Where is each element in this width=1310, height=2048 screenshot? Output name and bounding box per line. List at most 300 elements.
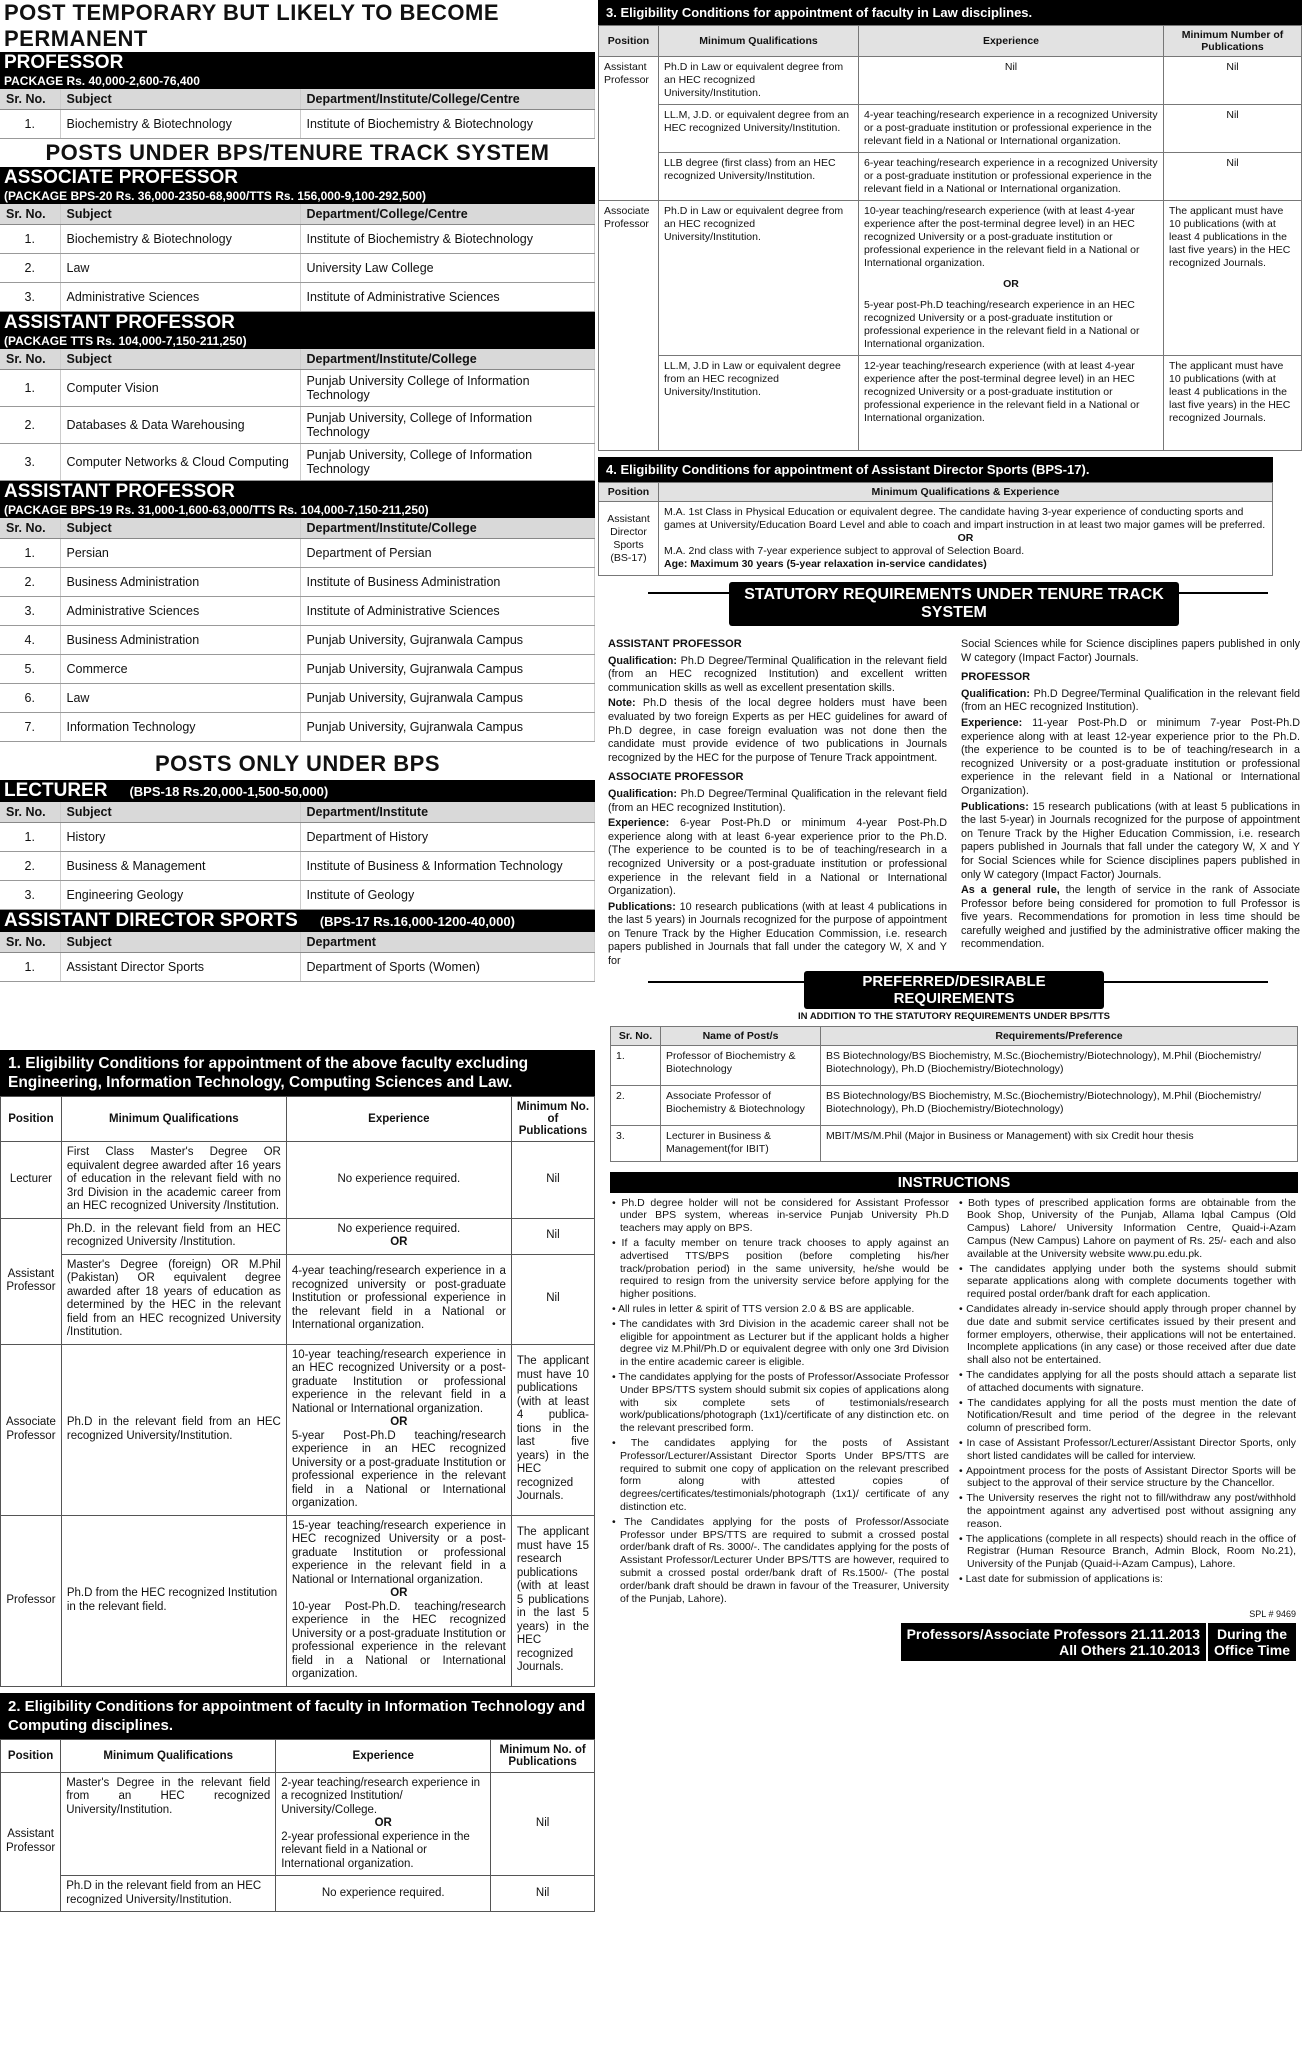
instruction-item: • Appointment process for the posts of Assistant Director Sports will be subject to the approval of their service structure by the Chancellor. bbox=[959, 1465, 1296, 1491]
table-row bbox=[611, 1125, 1298, 1161]
col-experience: Experience bbox=[859, 26, 1164, 57]
table-row bbox=[1, 1218, 595, 1254]
professor-header bbox=[0, 52, 595, 89]
col-subject: Subject bbox=[60, 89, 300, 110]
col-department: Department/Institute/College/Centre bbox=[300, 89, 595, 110]
spl-ref: SPL # 9469 bbox=[1249, 1609, 1296, 1620]
stat-general-rule bbox=[961, 884, 1300, 952]
ads-header bbox=[0, 910, 595, 932]
or-label: OR bbox=[957, 532, 974, 544]
cell bbox=[659, 502, 1273, 576]
instructions-title: INSTRUCTIONS bbox=[610, 1172, 1298, 1193]
cell: Administrative Sciences bbox=[60, 283, 300, 312]
col-srno: Sr. No. bbox=[0, 518, 60, 539]
table-row bbox=[1, 1142, 595, 1219]
assoc-table bbox=[0, 204, 595, 312]
cell: Institute of Geology bbox=[300, 881, 595, 910]
instruction-item: • The University reserves the right not to fill/withdraw any post/withhold the appointment against any advertised post without assigning any reason. bbox=[959, 1492, 1296, 1530]
table-row bbox=[599, 57, 1302, 105]
cell: 2. bbox=[0, 568, 60, 597]
table-row bbox=[1, 1254, 595, 1344]
cell: Nil bbox=[511, 1218, 594, 1254]
deadline-prof: Professors/Associate Professors 21.11.2013 bbox=[906, 1626, 1200, 1643]
cell: LLB degree (first class) from an HEC recognized University/Institution. bbox=[659, 153, 859, 201]
cell: The applicant must have 15 research publications (with at least 5 publications in the last 5 years) in the HEC recognized Journals. bbox=[511, 1515, 594, 1686]
cell: 1. bbox=[611, 1045, 661, 1085]
cell: MBIT/MS/M.Phil (Major in Business or Management) with six Credit hour thesis bbox=[821, 1125, 1298, 1161]
elig1-table bbox=[0, 1096, 595, 1687]
cell-text: 15-year teaching/research experience in HEC recognized University or a post-graduate Institution or professional experience in the relevant field in a National or International organization. bbox=[291, 1519, 506, 1586]
stat-prof-heading: PROFESSOR bbox=[961, 671, 1031, 684]
asst-bps-package: (PACKAGE BPS-19 Rs. 31,000-1,600-63,000/TTS Rs. 104,000-7,150-211,250) bbox=[4, 503, 429, 517]
asst-tts-title: ASSISTANT PROFESSOR bbox=[4, 312, 235, 333]
cell bbox=[286, 1515, 511, 1686]
lecturer-package: (BPS-18 Rs.20,000-1,500-50,000) bbox=[129, 784, 329, 799]
instruction-item: • If a faculty member on tenure track chooses to apply against an advertised TTS/BPS position (before completing his/her track/probation period) in the same university, he/she would be required to resign from the university service before applying for the higher positions. bbox=[612, 1237, 949, 1301]
instruction-item: • The candidates applying for all the posts must mention the date of Notification/Result and time period of the degree in the relevant column of prescribed form. bbox=[959, 1397, 1296, 1435]
cell: Nil bbox=[1164, 57, 1302, 105]
instruction-item: • The Candidates applying for the posts of Professor/Associate Professor under BPS/TTS are required to submit a crossed postal order/bank draft of Rs. 3000/-. The candidates applying for the posts of Assistant Professor/Lecturer Under BPS/TTS are however, required to submit a crossed postal order/bank draft of Rs.1500/- (The postal order/bank draft should be drawn in favour of the Treasurer, University of the Punjab, Lahore). bbox=[612, 1516, 949, 1606]
stat-header bbox=[598, 582, 1310, 626]
cell: Punjab University, Gujranwala Campus bbox=[300, 626, 595, 655]
cell bbox=[286, 1218, 511, 1254]
col-publications: Minimum No. of Publications bbox=[491, 1739, 595, 1772]
col-post: Name of Post/s bbox=[661, 1026, 821, 1045]
table-row bbox=[0, 370, 595, 407]
cell: BS Biotechnology/BS Biochemistry, M.Sc.(Biochemistry/Biotechnology), M.Phil (Biochemistry/ Biotechnology), Ph.D (Biochemistry/Biotechnology) bbox=[821, 1045, 1298, 1085]
table-row bbox=[599, 105, 1302, 153]
col-subject: Subject bbox=[60, 802, 300, 823]
text: Ph.D thesis of the local degree holders must have been evaluated by two foreign Experts as per HEC guidelines for award of Ph.D degree, in case foreign evaluation was not done then the candidate must provide evidence of two publications in Journals recognized by the HEC for the purpose of Tenure Track appointment. bbox=[608, 697, 947, 764]
asst-tts-table bbox=[0, 349, 595, 481]
cell: Associate Professor of Biochemistry & Biotechnology bbox=[661, 1085, 821, 1125]
table-row bbox=[0, 568, 595, 597]
cell: Biochemistry & Biotechnology bbox=[60, 225, 300, 254]
cell: 4-year teaching/research experience in a recognized University or a post-graduate institution or professional experience in the relevant field in a National or International organization. bbox=[859, 105, 1164, 153]
cell: Associate Professor bbox=[599, 201, 659, 451]
cell: Punjab University, Gujranwala Campus bbox=[300, 684, 595, 713]
cell: 7. bbox=[0, 713, 60, 742]
col-subject: Subject bbox=[60, 518, 300, 539]
elig2-table bbox=[0, 1739, 595, 1913]
cell bbox=[859, 201, 1164, 356]
text: 15 research publications (with at least 5 publications in the last 5-year) in Journals recognized for the purpose of appointment on Tenure Track by the Higher Education Commission, i.e. research papers published in Journals that fall under the category W, X and Y for Social Sciences while for Science disciplines papers published in only W category (Impact Factor) Journals. bbox=[961, 800, 1300, 881]
cell: Administrative Sciences bbox=[60, 597, 300, 626]
stat-col-left bbox=[608, 632, 947, 971]
or-label: OR bbox=[390, 1236, 408, 1248]
asst-bps-header bbox=[0, 481, 595, 518]
cell: Punjab University, Gujranwala Campus bbox=[300, 655, 595, 684]
cell: History bbox=[60, 823, 300, 852]
label: Qualification: bbox=[961, 687, 1030, 700]
table-row bbox=[0, 823, 595, 852]
cell: 3. bbox=[0, 881, 60, 910]
cell: 2. bbox=[0, 407, 60, 444]
instructions-body bbox=[598, 1197, 1310, 1608]
professor-title: PROFESSOR bbox=[4, 52, 124, 73]
label: Experience: bbox=[961, 716, 1023, 729]
cell: Nil bbox=[1164, 153, 1302, 201]
cell: LL.M, J.D. or equivalent degree from an HEC recognized University/Institution. bbox=[659, 105, 859, 153]
col-subject: Subject bbox=[60, 932, 300, 953]
table-row bbox=[0, 225, 595, 254]
col-department: Department/Institute/College bbox=[300, 518, 595, 539]
stat-ap-note bbox=[608, 697, 947, 765]
pref-title: PREFERRED/DESIRABLE REQUIREMENTS bbox=[804, 971, 1104, 1009]
lecturer-header bbox=[0, 780, 595, 802]
cell: Computer Vision bbox=[60, 370, 300, 407]
cell bbox=[276, 1772, 491, 1876]
instruction-item: • The applications (complete in all respects) should reach in the office of Registrar (Human Resource Branch, Admin Block, Room No.21), University of the Punjab (Quaid-i-Azam Campus), Lahore. bbox=[959, 1533, 1296, 1571]
text: 11-year Post-Ph.D or minimum 7-year Post-Ph.D experience along with at least 12-year experience prior to the Ph.D. (the experience to be counted is to be of teaching/research in a recognized University or a post-graduate institution or professional experience in the relevant field in a National or International Organization). bbox=[961, 716, 1301, 797]
instruction-item: • The candidates applying for the posts of Assistant Professor/Lecturer/Assistant Director Sports Under BPS/TTS are required to submit one copy of application on the relevant prescribed form along with attested copies of degrees/certificates/testimonials/photograph (1x1)/ certificate of any distinction etc. bbox=[612, 1437, 949, 1514]
col-department: Department/Institute bbox=[300, 802, 595, 823]
cell: Institute of Administrative Sciences bbox=[300, 283, 595, 312]
main-title: POST TEMPORARY BUT LIKELY TO BECOME PERMANENT bbox=[4, 0, 500, 51]
instruction-item: • The candidates applying under both the systems should submit separate applications along with complete documents together with required postal order/bank draft for each application. bbox=[959, 1263, 1296, 1301]
col-srno: Sr. No. bbox=[0, 89, 60, 110]
cell: Associate Professor bbox=[1, 1344, 62, 1515]
or-label: OR bbox=[1003, 278, 1019, 290]
instructions-left bbox=[612, 1197, 949, 1608]
cell: LL.M, J.D in Law or equivalent degree from an HEC recognized University/Institution. bbox=[659, 356, 859, 451]
cell-text: 5-year post-Ph.D teaching/research experience in an HEC recognized University or a post-graduate institution or professional experience in the relevant field in a National or International organization. bbox=[864, 299, 1140, 350]
col-publications: Minimum No. of Publications bbox=[511, 1097, 594, 1142]
asst-bps-table bbox=[0, 518, 595, 742]
cell: Master's Degree (foreign) OR M.Phil (Pakistan) OR equivalent degree awarded after 18 years of education as determined by the HEC in the relevant field from an HEC recognized University /Institution. bbox=[61, 1254, 286, 1344]
cell: Department of History bbox=[300, 823, 595, 852]
cell: Nil bbox=[491, 1876, 595, 1912]
cell: 12-year teaching/research experience (with at least 4-year experience after the post-terminal degree level) in an HEC recognized University or a post-graduate institution or professional experience in the relevant field in a National or International organization. bbox=[859, 356, 1164, 451]
cell-text: 2-year professional experience in the relevant field in a National or International organization. bbox=[281, 1830, 470, 1870]
label: Qualification: bbox=[608, 654, 677, 667]
table-row bbox=[0, 881, 595, 910]
cell: 2. bbox=[611, 1085, 661, 1125]
text: Ph.D Degree/Terminal Qualification in the relevant field (from an HEC recognized Institution) and excellent written communication skills as well as excellent presentation skills. bbox=[608, 654, 947, 694]
asst-bps-title: ASSISTANT PROFESSOR bbox=[4, 481, 235, 502]
instructions-right bbox=[959, 1197, 1296, 1608]
col-position: Position bbox=[1, 1097, 62, 1142]
cell: 6. bbox=[0, 684, 60, 713]
instruction-item: • The candidates applying for all the posts should attach a separate list of attached documents with signature. bbox=[959, 1369, 1296, 1395]
label: Publications: bbox=[961, 800, 1029, 813]
instruction-item: • Both types of prescribed application forms are obtainable from the Book Shop, University of the Punjab, Allama Iqbal Campus (Old Campus) Lahore/ University Information Centre, Quaid-i-Azam Campus (New Campus) Lahore on payment of Rs. 25/- each and also available at the University website www.pu.edu.pk. bbox=[959, 1197, 1296, 1261]
cell: Nil bbox=[491, 1772, 595, 1876]
deadline-time-1: During the bbox=[1217, 1626, 1287, 1643]
pref-header bbox=[598, 971, 1310, 1009]
label: Note: bbox=[608, 697, 636, 710]
stat-asp-exp bbox=[608, 817, 947, 899]
cell: Punjab University, College of Information Technology bbox=[300, 444, 595, 481]
stat-asp-qual bbox=[608, 788, 947, 815]
col-qualifications: Minimum Qualifications bbox=[659, 26, 859, 57]
cell: The applicant must have 10 publications (with at least 4 publica-tions in the last five years) in the HEC recognized Journals. bbox=[511, 1344, 594, 1515]
cell: Assistant Professor bbox=[599, 57, 659, 201]
cell: Institute of Biochemistry & Biotechnology bbox=[300, 225, 595, 254]
cell: 1. bbox=[0, 823, 60, 852]
cell: Assistant Professor bbox=[1, 1772, 61, 1912]
cell: 3. bbox=[0, 283, 60, 312]
cell: Assistant Professor bbox=[1, 1218, 62, 1344]
cell: Assistant Director Sports (BS-17) bbox=[599, 502, 659, 576]
col-position: Position bbox=[1, 1739, 61, 1772]
instruction-item: • In case of Assistant Professor/Lecturer/Assistant Director Sports, only short listed candidates will be called for interview. bbox=[959, 1437, 1296, 1463]
col-qualifications: Minimum Qualifications & Experience bbox=[659, 483, 1273, 502]
bps-title: POSTS UNDER BPS/TENURE TRACK SYSTEM bbox=[45, 140, 550, 165]
table-row bbox=[599, 502, 1273, 576]
cell: Databases & Data Warehousing bbox=[60, 407, 300, 444]
elig3-title: 3. Eligibility Conditions for appointment of faculty in Law disciplines. bbox=[598, 0, 1302, 25]
left-column bbox=[0, 0, 595, 982]
table-row bbox=[0, 110, 595, 139]
stat-title: STATUTORY REQUIREMENTS UNDER TENURE TRACK SYSTEM bbox=[729, 582, 1179, 626]
col-department: Department/Institute/College bbox=[300, 349, 595, 370]
cell: Institute of Biochemistry & Biotechnology bbox=[300, 110, 595, 139]
table-row bbox=[611, 1085, 1298, 1125]
cell: Professor bbox=[1, 1515, 62, 1686]
cell: 6-year teaching/research experience in a recognized University or a post-graduate institution or professional experience in the relevant field in a National or International organization. bbox=[859, 153, 1164, 201]
col-requirements: Requirements/Preference bbox=[821, 1026, 1298, 1045]
cell: Nil bbox=[511, 1254, 594, 1344]
cell: Master's Degree in the relevant field from an HEC recognized University/Institution. bbox=[61, 1772, 276, 1876]
cell-text: 10-year teaching/research experience in an HEC recognized University or a post-graduate Institution or professional experience in the relevant field in a National or International organization. bbox=[291, 1348, 506, 1415]
table-row bbox=[0, 626, 595, 655]
ads-package: (BPS-17 Rs.16,000-1200-40,000) bbox=[319, 914, 515, 929]
cell-text: M.A. 1st Class in Physical Education or equivalent degree. The candidate having 3-year experience of conducting sports and games at University/Education Board Level and able to coach and impart instruction in at least two major games will be preferred. bbox=[664, 506, 1266, 531]
asst-tts-package: (PACKAGE TTS Rs. 104,000-7,150-211,250) bbox=[4, 334, 247, 348]
table-row bbox=[0, 655, 595, 684]
col-publications: Minimum Number of Publications bbox=[1164, 26, 1302, 57]
elig4-table bbox=[598, 482, 1273, 576]
professor-package: PACKAGE Rs. 40,000-2,600-76,400 bbox=[4, 74, 200, 88]
col-srno: Sr. No. bbox=[611, 1026, 661, 1045]
text: the length of service in the rank of Associate Professor before being considered for promotion to full Professor is five years. Recommendations for promotion in less time should be carefully weighed and justified by the administrative officer making the recommendation. bbox=[961, 884, 1301, 951]
cell: 3. bbox=[0, 597, 60, 626]
table-row bbox=[0, 254, 595, 283]
cell: Institute of Administrative Sciences bbox=[300, 597, 595, 626]
deadline-time-2: Office Time bbox=[1214, 1642, 1290, 1659]
col-position: Position bbox=[599, 483, 659, 502]
label: Experience: bbox=[608, 817, 670, 830]
table-row bbox=[1, 1876, 595, 1912]
table-row bbox=[0, 713, 595, 742]
table-row bbox=[599, 356, 1302, 451]
cell: Department of Sports (Women) bbox=[300, 953, 595, 982]
stat-asp-pub bbox=[608, 901, 947, 969]
table-row bbox=[0, 597, 595, 626]
cell: 2. bbox=[0, 254, 60, 283]
lecturer-table bbox=[0, 802, 595, 910]
stat-prof-qual bbox=[961, 688, 1300, 715]
cell: Ph.D. in the relevant field from an HEC recognized University /Institution. bbox=[61, 1218, 286, 1254]
or-label: OR bbox=[390, 1416, 408, 1428]
cell: Institute of Business & Information Technology bbox=[300, 852, 595, 881]
pref-wrap bbox=[598, 1026, 1310, 1162]
cell bbox=[286, 1344, 511, 1515]
pref-table bbox=[610, 1026, 1298, 1162]
elig3-table bbox=[598, 25, 1302, 451]
lecturer-title: LECTURER bbox=[4, 780, 108, 801]
col-experience: Experience bbox=[286, 1097, 511, 1142]
cell: Ph.D in the relevant field from an HEC recognized University/Institution. bbox=[61, 1876, 276, 1912]
cell: Ph.D from the HEC recognized Institution in the relevant field. bbox=[61, 1515, 286, 1686]
instruction-item: • The candidates applying for the posts of Professor/Associate Professor Under BPS/TTS system should submit six copies of applications along with six complete sets of testimonials/research work/publications/photograph (1x1)/certificate of any distinction etc. on the relevant prescribed form. bbox=[612, 1371, 949, 1435]
asst-tts-header bbox=[0, 312, 595, 349]
cell: Nil bbox=[1164, 105, 1302, 153]
col-subject: Subject bbox=[60, 204, 300, 225]
stat-ap-qual bbox=[608, 655, 947, 696]
cell: Department of Persian bbox=[300, 539, 595, 568]
cell-text: 2-year teaching/research experience in a recognized Institution/ University/College. bbox=[281, 1776, 481, 1816]
cell: Commerce bbox=[60, 655, 300, 684]
cell-text: 5-year Post-Ph.D teaching/research experience in an HEC recognized University or a post-graduate Institution or professional experience in the relevant field in a National or International organization. bbox=[291, 1429, 506, 1509]
cell: BS Biotechnology/BS Biochemistry, M.Sc.(Biochemistry/Biotechnology), M.Phil (Biochemistry/ Biotechnology), Ph.D (Biochemistry/Biotechnology) bbox=[821, 1085, 1298, 1125]
text: 10 research publications (with at least 4 publications in the last 5 years) in Journals recognized for the purpose of appointment on Tenure Track by the Higher Education Commission, i.e. research papers published in Journals that fall under the category W, X and Y for bbox=[608, 900, 947, 968]
table-row bbox=[1, 1344, 595, 1515]
cell: Ph.D in the relevant field from an HEC recognized University/Institution. bbox=[61, 1344, 286, 1515]
cell: Nil bbox=[511, 1142, 594, 1219]
label: Qualification: bbox=[608, 787, 677, 800]
table-row bbox=[599, 201, 1302, 356]
cell: Computer Networks & Cloud Computing bbox=[60, 444, 300, 481]
elig2-title: 2. Eligibility Conditions for appointment of faculty in Information Technology and Computing disciplines. bbox=[0, 1693, 595, 1739]
cell: 3. bbox=[0, 444, 60, 481]
deadline-dates bbox=[901, 1623, 1208, 1661]
col-srno: Sr. No. bbox=[0, 932, 60, 953]
assoc-package: (PACKAGE BPS-20 Rs. 36,000-2350-68,900/TTS Rs. 156,000-9,100-292,500) bbox=[4, 189, 427, 203]
cell: 5. bbox=[0, 655, 60, 684]
table-row bbox=[1, 1772, 595, 1876]
cell: Punjab University, College of Information Technology bbox=[300, 407, 595, 444]
cell-text: No experience required. bbox=[337, 1222, 461, 1235]
col-srno: Sr. No. bbox=[0, 802, 60, 823]
ads-table bbox=[0, 932, 595, 982]
cell: Biochemistry & Biotechnology bbox=[60, 110, 300, 139]
deadline-time bbox=[1208, 1623, 1296, 1661]
table-row bbox=[611, 1045, 1298, 1085]
stat-prof-exp bbox=[961, 717, 1300, 799]
stat-asp-heading: ASSOCIATE PROFESSOR bbox=[608, 771, 744, 784]
cell: Persian bbox=[60, 539, 300, 568]
cell: Lecturer bbox=[1, 1142, 62, 1219]
cell: Business & Management bbox=[60, 852, 300, 881]
label: Publications: bbox=[608, 900, 676, 913]
stat-prof-pub bbox=[961, 801, 1300, 883]
instruction-item: • The candidates with 3rd Division in the academic career shall not be eligible for appointment as Lecturer but if the applicant holds a higher degree viz M.Phil/Ph.D or equivalent degree with only one 3rd Division in the entire academic career is eligible. bbox=[612, 1318, 949, 1369]
cell: 1. bbox=[0, 225, 60, 254]
cell: Law bbox=[60, 684, 300, 713]
cell: 2. bbox=[0, 852, 60, 881]
deadline-others: All Others 21.10.2013 bbox=[1059, 1642, 1200, 1659]
cell: 3. bbox=[611, 1125, 661, 1161]
cell: University Law College bbox=[300, 254, 595, 283]
table-row bbox=[0, 407, 595, 444]
table-row bbox=[0, 283, 595, 312]
instruction-item: • Ph.D degree holder will not be considered for Assistant Professor under BPS system, whereas in-service Punjab University Ph.D teachers may apply on BPS. bbox=[612, 1197, 949, 1235]
cell: The applicant must have 10 publications (with at least 4 publications in the last five years) in the HEC recognized Journals. bbox=[1164, 356, 1302, 451]
cell: Punjab University College of Information Technology bbox=[300, 370, 595, 407]
cell: Law bbox=[60, 254, 300, 283]
col-subject: Subject bbox=[60, 349, 300, 370]
cell: 4-year teaching/research experience in a recognized university or post-graduate Institution or professional experience in the relevant field in a National or International organization. bbox=[286, 1254, 511, 1344]
cell: Information Technology bbox=[60, 713, 300, 742]
ads-title: ASSISTANT DIRECTOR SPORTS bbox=[4, 910, 298, 931]
cell: Business Administration bbox=[60, 626, 300, 655]
col-srno: Sr. No. bbox=[0, 204, 60, 225]
cell: No experience required. bbox=[276, 1876, 491, 1912]
text: Ph.D Degree/Terminal Qualification in the relevant field (from an HEC recognized Institution). bbox=[608, 787, 947, 814]
instruction-item: • All rules in letter & spirit of TTS version 2.0 & BS are applicable. bbox=[612, 1303, 949, 1316]
text: 6-year Post-Ph.D or minimum 4-year Post-Ph.D experience along with at least 6-year experience prior to the Ph.D. (The experience to be counted is to be of teaching/research in a recognized University or a post-graduate institution or professional experience in the relevant field in a National or International Organization). bbox=[608, 817, 947, 898]
table-row bbox=[0, 684, 595, 713]
text: Ph.D Degree/Terminal Qualification in the relevant field (from an HEC recognized Institution). bbox=[961, 687, 1300, 714]
cell: 1. bbox=[0, 953, 60, 982]
cell: First Class Master's Degree OR equivalent degree awarded after 16 years of education in the relevant field with no 3rd Division in the academic career from an HEC recognized University /Institution. bbox=[61, 1142, 286, 1219]
cell: Professor of Biochemistry & Biotechnology bbox=[661, 1045, 821, 1085]
age-limit: Age: Maximum 30 years (5-year relaxation in-service candidates) bbox=[664, 558, 987, 570]
deadline-panel bbox=[901, 1623, 1296, 1661]
instructions-wrap bbox=[598, 1172, 1310, 1193]
cell: No experience required. bbox=[286, 1142, 511, 1219]
cell-text: M.A. 2nd class with 7-year experience subject to approval of Selection Board. bbox=[664, 545, 1025, 557]
cell-text: 10-year teaching/research experience (with at least 4-year experience after the post-terminal degree level) in an HEC recognized University or a post-graduate institution or professional experience in the relevant field in a National or International organization. bbox=[864, 205, 1140, 269]
deadline-box bbox=[598, 1609, 1310, 1679]
only-bps-title: POSTS ONLY UNDER BPS bbox=[154, 751, 441, 776]
stat-col-right bbox=[961, 632, 1300, 971]
col-srno: Sr. No. bbox=[0, 349, 60, 370]
table-row bbox=[1, 1515, 595, 1686]
col-department: Department/College/Centre bbox=[300, 204, 595, 225]
elig1-title: 1. Eligibility Conditions for appointment of the above faculty excluding Engineering, Information Technology, Computing Sciences and Law. bbox=[0, 1050, 595, 1096]
right-column bbox=[598, 0, 1310, 1679]
cell: Nil bbox=[859, 57, 1164, 105]
or-label: OR bbox=[374, 1817, 392, 1829]
cell: 1. bbox=[0, 110, 60, 139]
table-row bbox=[0, 444, 595, 481]
elig4-title: 4. Eligibility Conditions for appointment of Assistant Director Sports (BPS-17). bbox=[598, 457, 1273, 482]
col-qualifications: Minimum Qualifications bbox=[61, 1097, 286, 1142]
table-row bbox=[0, 953, 595, 982]
cell: Business Administration bbox=[60, 568, 300, 597]
professor-table bbox=[0, 89, 595, 139]
cell: Engineering Geology bbox=[60, 881, 300, 910]
cell: 1. bbox=[0, 370, 60, 407]
col-department: Department bbox=[300, 932, 595, 953]
table-row bbox=[0, 852, 595, 881]
pref-subtitle: IN ADDITION TO THE STATUTORY REQUIREMENTS UNDER BPS/TTS bbox=[798, 1010, 1110, 1022]
col-qualifications: Minimum Qualifications bbox=[61, 1739, 276, 1772]
col-experience: Experience bbox=[276, 1739, 491, 1772]
cell: Ph.D in Law or equivalent degree from an HEC recognized University/Institution. bbox=[659, 57, 859, 105]
cell: Assistant Director Sports bbox=[60, 953, 300, 982]
cell: Punjab University, Gujranwala Campus bbox=[300, 713, 595, 742]
instruction-item: • Candidates already in-service should apply through proper channel by due date and submit service certificates issued by their present and former employers, otherwise, their applications will not be entertained. Incomplete applications (in any case) or those received after due date shall also not be entertained. bbox=[959, 1303, 1296, 1367]
cell: Ph.D in Law or equivalent degree from an HEC recognized University/Institution. bbox=[659, 201, 859, 356]
stat-ap-heading: ASSISTANT PROFESSOR bbox=[608, 638, 742, 650]
cell: Lecturer in Business & Management(for IBIT) bbox=[661, 1125, 821, 1161]
cell: 4. bbox=[0, 626, 60, 655]
table-row bbox=[599, 153, 1302, 201]
assoc-header bbox=[0, 167, 595, 204]
or-label: OR bbox=[390, 1587, 408, 1599]
cell: 1. bbox=[0, 539, 60, 568]
cell-text: 10-year Post-Ph.D. teaching/research experience in the HEC recognized University or a post-graduate Institution or professional experience in the relevant field in a National or International organization. bbox=[291, 1600, 506, 1680]
left-eligibility bbox=[0, 1050, 595, 1912]
label: As a general rule, bbox=[961, 884, 1060, 897]
assoc-title: ASSOCIATE PROFESSOR bbox=[4, 167, 239, 188]
col-position: Position bbox=[599, 26, 659, 57]
stat-body bbox=[598, 632, 1310, 971]
